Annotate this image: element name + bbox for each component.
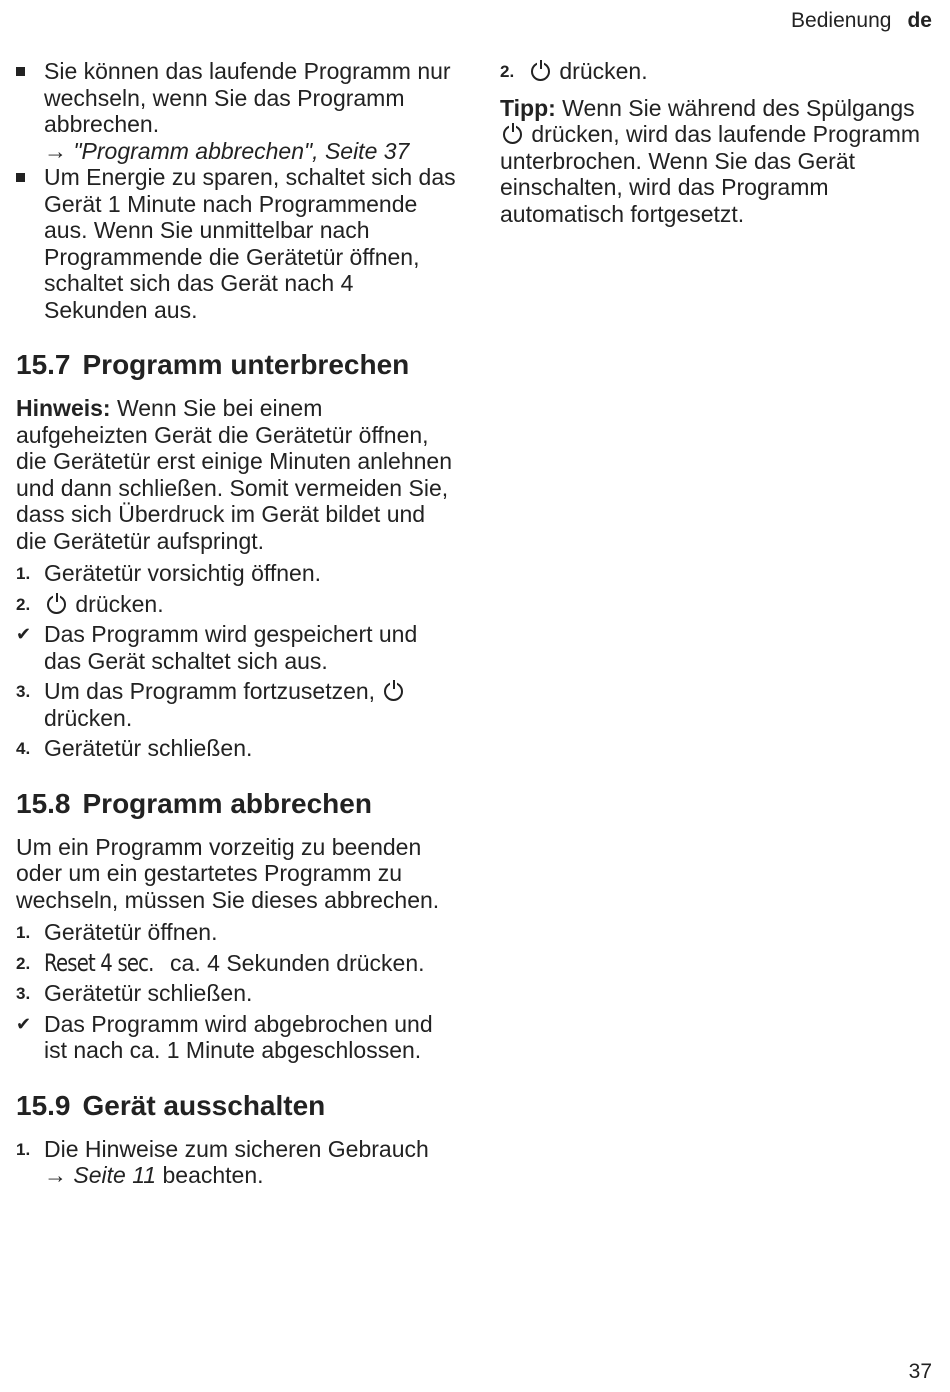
header-section: Bedienung bbox=[791, 9, 892, 32]
note-label: Hinweis: bbox=[16, 395, 111, 421]
step-text: ca. 4 Sekunden drücken. bbox=[163, 949, 425, 976]
step-number: 4. bbox=[16, 739, 31, 758]
right-column bbox=[500, 58, 930, 227]
square-bullet-icon bbox=[16, 173, 25, 182]
step-list-15-9 bbox=[16, 1136, 456, 1189]
step-text: drücken. bbox=[75, 590, 164, 617]
step-text: Gerätetür schließen. bbox=[44, 980, 253, 1006]
checkmark-icon: ✔ bbox=[16, 1013, 32, 1034]
step-list-15-8 bbox=[16, 919, 456, 1064]
checkmark-icon: ✔ bbox=[16, 624, 32, 644]
section-heading-15-9 bbox=[16, 1090, 456, 1122]
note-paragraph bbox=[16, 395, 456, 554]
bullet-item bbox=[16, 58, 456, 164]
step-item bbox=[16, 980, 456, 1007]
result-text: Das Programm wird abgebrochen und ist nach ca. 1 Minute abgeschlossen. bbox=[44, 1010, 433, 1063]
section-heading-15-7 bbox=[16, 349, 456, 381]
info-bullet-list bbox=[16, 58, 456, 323]
result-item bbox=[16, 621, 456, 674]
result-item bbox=[16, 1011, 456, 1064]
note-text: Wenn Sie bei einem aufgeheizten Gerät die Gerätetür öffnen, die Gerätetür erst einige Minuten anlehnen und dann schließen. Somit vermeiden Sie, dass sich Überdruck im Gerät bildet und die Gerätetür aufspringt. bbox=[16, 395, 453, 554]
header-language: de bbox=[907, 9, 932, 32]
step-list-continued bbox=[500, 58, 930, 85]
tip-text: drücken, wird das laufende Programm unterbrochen. Wenn Sie das Gerät einschalten, wird das Programm automatisch fortgesetzt. bbox=[500, 121, 921, 227]
page-number: 37 bbox=[908, 1360, 932, 1383]
bullet-item bbox=[16, 164, 456, 323]
step-item bbox=[500, 58, 930, 85]
left-column bbox=[16, 58, 456, 1193]
power-icon bbox=[531, 62, 550, 81]
tip-paragraph bbox=[500, 95, 930, 228]
cross-reference-link[interactable]: → "Programm abbrechen", Seite 37 bbox=[44, 137, 410, 164]
step-number: 3. bbox=[16, 682, 31, 701]
power-icon bbox=[503, 125, 522, 144]
step-text: beachten. bbox=[156, 1162, 264, 1188]
tip-label: Tipp: bbox=[500, 94, 556, 121]
step-number: 2. bbox=[500, 62, 515, 81]
step-text: Gerätetür öffnen. bbox=[44, 919, 218, 945]
section-number: 15.9 bbox=[16, 1089, 71, 1121]
step-item bbox=[16, 591, 456, 618]
section-heading-15-8 bbox=[16, 788, 456, 820]
step-text: Gerätetür schließen. bbox=[44, 735, 253, 761]
step-number: 1. bbox=[16, 564, 31, 583]
step-item bbox=[16, 1136, 456, 1189]
step-text: drücken. bbox=[559, 58, 648, 84]
page-reference-link[interactable]: Seite 11 bbox=[73, 1162, 157, 1188]
section-title: Programm abbrechen bbox=[82, 787, 372, 819]
step-text: Gerätetür vorsichtig öffnen. bbox=[44, 560, 321, 586]
bullet-text: Um Energie zu sparen, schaltet sich das Gerät 1 Minute nach Programmende aus. Wenn Sie unmittelbar nach Programmende die Gerätetür öffnen, schaltet sich das Gerät nach 4 Sekunden aus. bbox=[44, 164, 456, 323]
step-text: Die Hinweise zum sicheren Gebrauch → bbox=[44, 1135, 429, 1188]
reset-button-label: Reset 4 sec. bbox=[44, 948, 154, 977]
square-bullet-icon bbox=[16, 67, 25, 76]
tip-text: Wenn Sie während des Spülgangs bbox=[555, 94, 915, 121]
bullet-text: Sie können das laufende Programm nur wechseln, wenn Sie das Programm abbrechen. bbox=[44, 58, 451, 137]
step-item bbox=[16, 678, 456, 731]
step-item bbox=[16, 950, 456, 977]
step-text: Um das Programm fortzusetzen, bbox=[44, 678, 376, 704]
step-number: 2. bbox=[16, 594, 31, 614]
step-number: 1. bbox=[16, 1139, 31, 1159]
step-number: 3. bbox=[16, 984, 31, 1003]
section-number: 15.8 bbox=[16, 787, 71, 819]
intro-paragraph: Um ein Programm vorzeitig zu beenden oder um ein gestartetes Programm zu wechseln, müssen Sie dieses abbrechen. bbox=[16, 833, 440, 913]
result-text: Das Programm wird gespeichert und das Gerät schaltet sich aus. bbox=[44, 621, 418, 674]
section-number: 15.7 bbox=[16, 349, 71, 380]
step-item bbox=[16, 919, 456, 946]
section-title: Programm unterbrechen bbox=[82, 349, 410, 380]
section-title: Gerät ausschalten bbox=[82, 1089, 326, 1121]
step-item bbox=[16, 735, 456, 762]
step-text: drücken. bbox=[44, 704, 133, 731]
step-item bbox=[16, 560, 456, 587]
step-list-15-7 bbox=[16, 560, 456, 762]
power-icon bbox=[47, 595, 66, 614]
power-icon bbox=[384, 682, 403, 701]
page-header bbox=[791, 9, 932, 33]
step-number: 1. bbox=[16, 923, 31, 942]
step-number: 2. bbox=[16, 953, 31, 973]
